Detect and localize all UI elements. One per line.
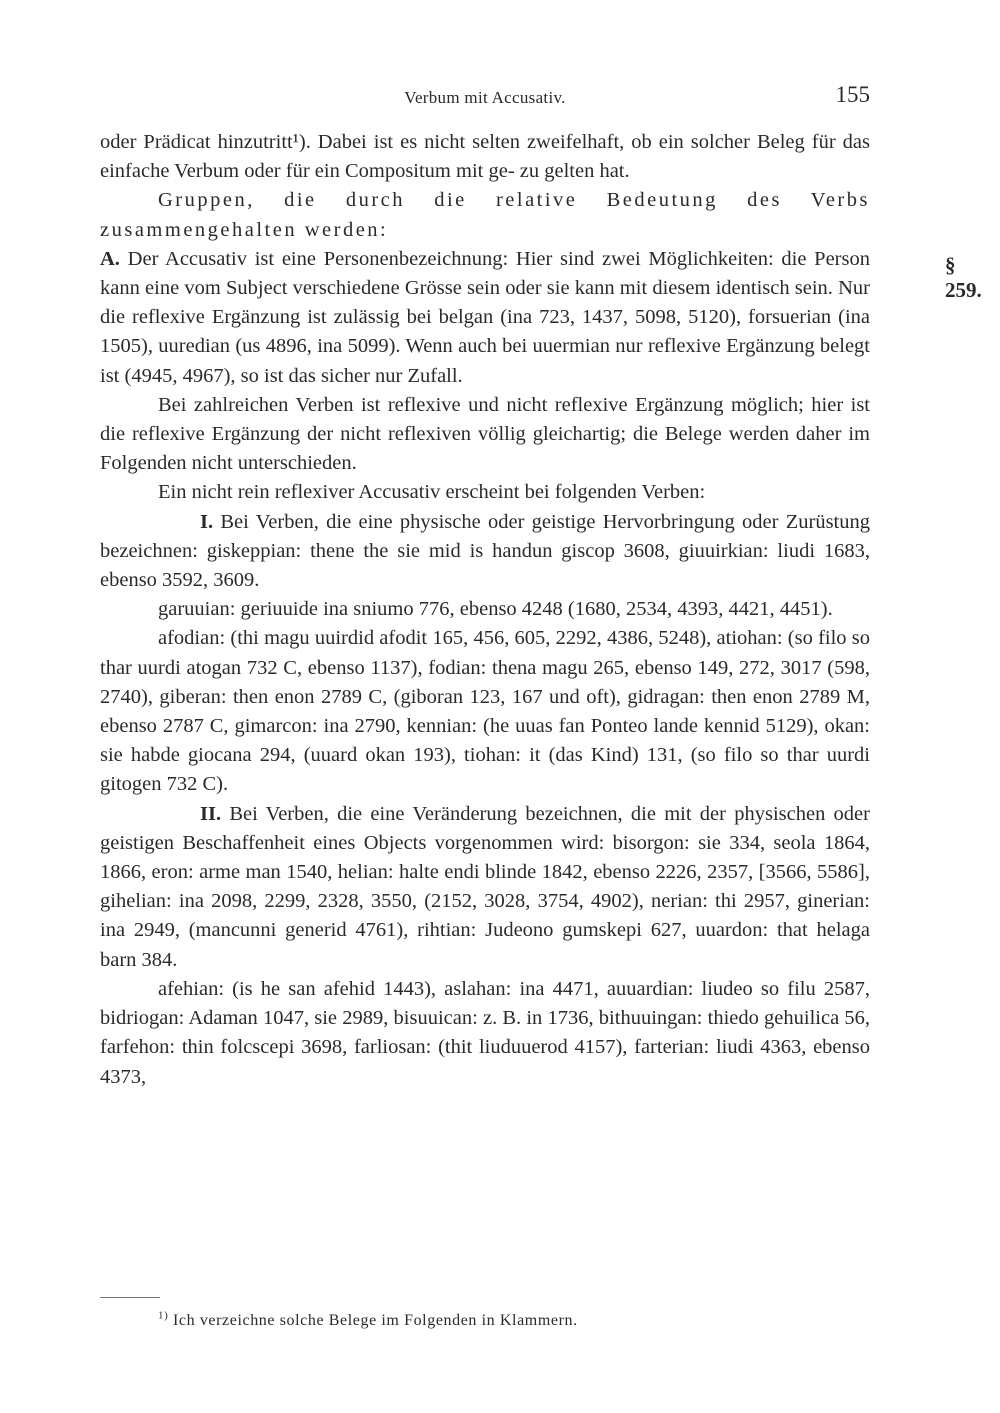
running-title: Verbum mit Accusativ. [404, 88, 566, 107]
page-number: 155 [835, 82, 870, 107]
paragraph: afehian: (is he san afehid 1443), aslahan: ina 4471, auuardian: liudeo so filu 2587, bidriogan: Adaman 1047, sie 2989, bisuuican: z. B. in 1736, bithuuingan: thiedo gehuilica 56, farfehon: thin folcscepi 3698, farliosan: (thit liuduuerod 4157), farterian: liudi 4363, ebenso 4373, [100, 977, 870, 1088]
paragraph: afodian: (thi magu uuirdid afodit 165, 456, 605, 2292, 4386, 5248), atiohan: (so filo so thar uurdi atogan 732 C, ebenso 1137), fodian: thena magu 265, ebenso 149, 272, 3017 (598, 2740), giberan: then enon 2789 C, (giboran 123, 167 und oft), gidragan: then enon 2789 M, ebenso 2787 C, gimarcon: ina 2790, kennian: (he uuas fan Ponteo lande kennid 5129), okan: sie habde giocana 294, (uuard okan 193), tiohan: it (das Kind) 131, (so filo so thar uurdi gitogen 732 C). [100, 627, 870, 796]
paragraph: garuuian: geriuuide ina sniumo 776, ebenso 4248 (1680, 2534, 4393, 4421, 4451). [158, 598, 833, 621]
paragraph: I. Bei Verben, die eine physische oder geistige Hervorbringung oder Zurüstung bezeichnen: giskeppian: thene the sie mid is handun giscop 3608, giuuirkian: liudi 1683, ebenso 3592, 3609. [100, 510, 871, 592]
paragraph: Gruppen, die durch die relative Bedeutung des Verbs zusammengehalten werden: [100, 189, 870, 241]
footnote [158, 1309, 578, 1330]
footnote-text: Ich verzeichne solche Belege im Folgenden in Klammern. [172, 1312, 578, 1329]
section-label: II. [200, 802, 230, 825]
footnote-marker: 1) [158, 1309, 169, 1322]
footnote-rule [100, 1297, 160, 1298]
section-marker: § 259. [945, 253, 982, 302]
running-head [100, 82, 870, 112]
paragraph: A. Der Accusativ ist eine Personenbezeichnung: Hier sind zwei Möglichkeiten: die Person kann eine vom Subject verschiedene Grösse sein oder sie kann mit diesem identisch sein. Nur die reflexive Ergänzung ist zulässig bei belgan (ina 723, 1437, 5098, 5120), forsuerian (ina 1505), uuredian (us 4896, ina 5099). Wenn auch bei uuermian nur reflexive Ergänzung belegt ist (4945, 4967), so ist das sicher nur Zufall. [100, 247, 870, 387]
paragraph: oder Prädicat hinzutritt¹). Dabei ist es nicht selten zweifelhaft, ob ein solcher Beleg für das einfache Verbum oder für ein Compositum mit ge- zu gelten hat. [100, 131, 870, 183]
section-label: A. [100, 247, 128, 270]
body-text [100, 128, 870, 1092]
paragraph: II. Bei Verben, die eine Veränderung bezeichnen, die mit der physischen oder geistigen Beschaffenheit eines Objects vorgenommen wird: bisorgon: sie 334, seola 1864, 1866, eron: arme man 1540, helian: halte endi blinde 1842, ebenso 2226, 2357, [3566, 5586], gihelian: ina 2098, 2299, 2328, 3550, (2152, 3028, 3754, 4902), nerian: thi 2957, ginerian: ina 2949, (mancunni generid 4761), rihtian: Judeono gumskepi 627, uuardon: that helaga barn 384. [100, 802, 870, 971]
paragraph: Ein nicht rein reflexiver Accusativ erscheint bei folgenden Verben: [158, 481, 706, 504]
paragraph: Bei zahlreichen Verben ist reflexive und nicht reflexive Ergänzung möglich; hier ist die reflexive Ergänzung der nicht reflexiven völlig gleichartig; die Belege werden daher im Folgenden nicht unterschieden. [100, 393, 870, 475]
section-label: I. [200, 510, 221, 533]
